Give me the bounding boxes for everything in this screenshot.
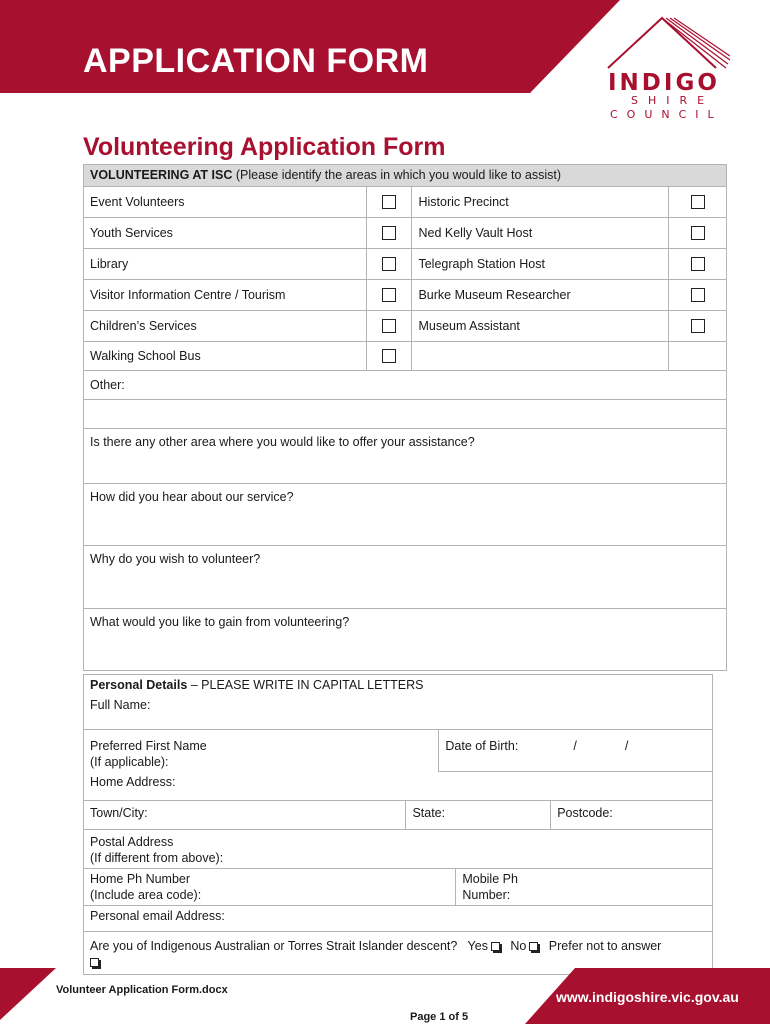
- logo-text-shire: SHIRE: [631, 94, 715, 107]
- checkbox-indigenous-prefer-not[interactable]: [90, 958, 99, 967]
- area-label: Youth Services: [84, 218, 367, 249]
- mobile-phone-label: Mobile Ph: [462, 872, 518, 886]
- volunteering-header-note: (Please identify the areas in which you would like to assist): [235, 168, 562, 182]
- checkbox-childrens-services[interactable]: [382, 319, 396, 333]
- state-field[interactable]: State:: [406, 801, 551, 830]
- checkbox-historic-precinct[interactable]: [691, 195, 705, 209]
- home-address-field[interactable]: Home Address:: [84, 772, 713, 801]
- area-label: Telegraph Station Host: [412, 249, 669, 280]
- option-no-label: No: [510, 939, 527, 953]
- form-heading: Volunteering Application Form: [83, 133, 446, 161]
- option-yes-label: Yes: [467, 939, 488, 953]
- question-hear-about[interactable]: How did you hear about our service?: [84, 484, 727, 546]
- checkbox-telegraph-station-host[interactable]: [691, 257, 705, 271]
- footer-website-link[interactable]: www.indigoshire.vic.gov.au: [556, 989, 739, 1005]
- question-why-volunteer[interactable]: Why do you wish to volunteer?: [84, 546, 727, 609]
- area-label: Children’s Services: [84, 311, 367, 342]
- other-label[interactable]: Other:: [84, 371, 727, 400]
- home-phone-sub: (Include area code):: [90, 888, 202, 902]
- postal-address-label: Postal Address: [90, 835, 174, 849]
- checkbox-ned-kelly-vault-host[interactable]: [691, 226, 705, 240]
- question-other-area[interactable]: Is there any other area where you would like to offer your assistance?: [84, 429, 727, 484]
- area-label: Museum Assistant: [412, 311, 669, 342]
- dob-separator: /: [624, 738, 629, 753]
- footer-page-number: Page 1 of 5: [410, 1011, 469, 1023]
- preferred-name-field[interactable]: [84, 729, 439, 772]
- dob-field[interactable]: [439, 729, 713, 772]
- personal-details-table: [83, 674, 713, 975]
- checkbox-indigenous-yes[interactable]: [491, 942, 500, 951]
- home-phone-field[interactable]: [84, 869, 456, 906]
- area-label: Ned Kelly Vault Host: [412, 218, 669, 249]
- checkbox-indigenous-no[interactable]: [529, 942, 538, 951]
- mobile-phone-sub: Number:: [462, 888, 511, 902]
- volunteering-header: [84, 165, 727, 187]
- volunteering-header-bold: VOLUNTEERING AT ISC: [90, 168, 233, 182]
- personal-header-bold: Personal Details: [90, 678, 188, 692]
- dob-separator: /: [573, 738, 577, 753]
- checkbox-museum-assistant[interactable]: [691, 319, 705, 333]
- checkbox-youth-services[interactable]: [382, 226, 396, 240]
- personal-header-rest: – PLEASE WRITE IN CAPITAL LETTERS: [187, 678, 424, 692]
- checkbox-event-volunteers[interactable]: [382, 195, 396, 209]
- dob-label: Date of Birth:: [445, 738, 519, 753]
- area-label: Burke Museum Researcher: [412, 280, 669, 311]
- checkbox-library[interactable]: [382, 257, 396, 271]
- checkbox-visitor-information-centre[interactable]: [382, 288, 396, 302]
- volunteering-table: [83, 164, 727, 671]
- logo-text-council: COUNCIL: [610, 108, 723, 121]
- checkbox-cell-empty: [669, 342, 727, 371]
- postal-address-sub: (If different from above):: [90, 851, 224, 865]
- home-phone-label: Home Ph Number: [90, 872, 191, 886]
- mobile-phone-field[interactable]: [456, 869, 713, 906]
- indigenous-question-label: Are you of Indigenous Australian or Torres Strait Islander descent?: [90, 939, 458, 953]
- area-label: Event Volunteers: [84, 187, 367, 218]
- full-name-field[interactable]: Full Name:: [84, 695, 713, 729]
- option-prefer-label: Prefer not to answer: [548, 939, 662, 953]
- preferred-name-sub: (If applicable):: [90, 754, 169, 769]
- area-label: Visitor Information Centre / Tourism: [84, 280, 367, 311]
- checkbox-burke-museum-researcher[interactable]: [691, 288, 705, 302]
- personal-header: [84, 675, 713, 696]
- area-label: Walking School Bus: [84, 342, 367, 371]
- footer-document-name: Volunteer Application Form.docx: [56, 984, 228, 996]
- other-input-line[interactable]: [84, 400, 727, 429]
- preferred-name-label: Preferred First Name: [90, 738, 207, 753]
- town-field[interactable]: Town/City:: [84, 801, 406, 830]
- postcode-field[interactable]: Postcode:: [551, 801, 713, 830]
- question-gain[interactable]: What would you like to gain from volunteering?: [84, 609, 727, 671]
- area-label: Historic Precinct: [412, 187, 669, 218]
- area-label-empty: [412, 342, 669, 371]
- footer-left-accent: [0, 968, 60, 1024]
- page-title: APPLICATION FORM: [83, 42, 429, 80]
- area-label: Library: [84, 249, 367, 280]
- checkbox-walking-school-bus[interactable]: [382, 349, 396, 363]
- email-field[interactable]: Personal email Address:: [84, 906, 713, 932]
- logo-text-indigo: INDIGO: [608, 70, 720, 96]
- postal-address-field[interactable]: [84, 830, 713, 869]
